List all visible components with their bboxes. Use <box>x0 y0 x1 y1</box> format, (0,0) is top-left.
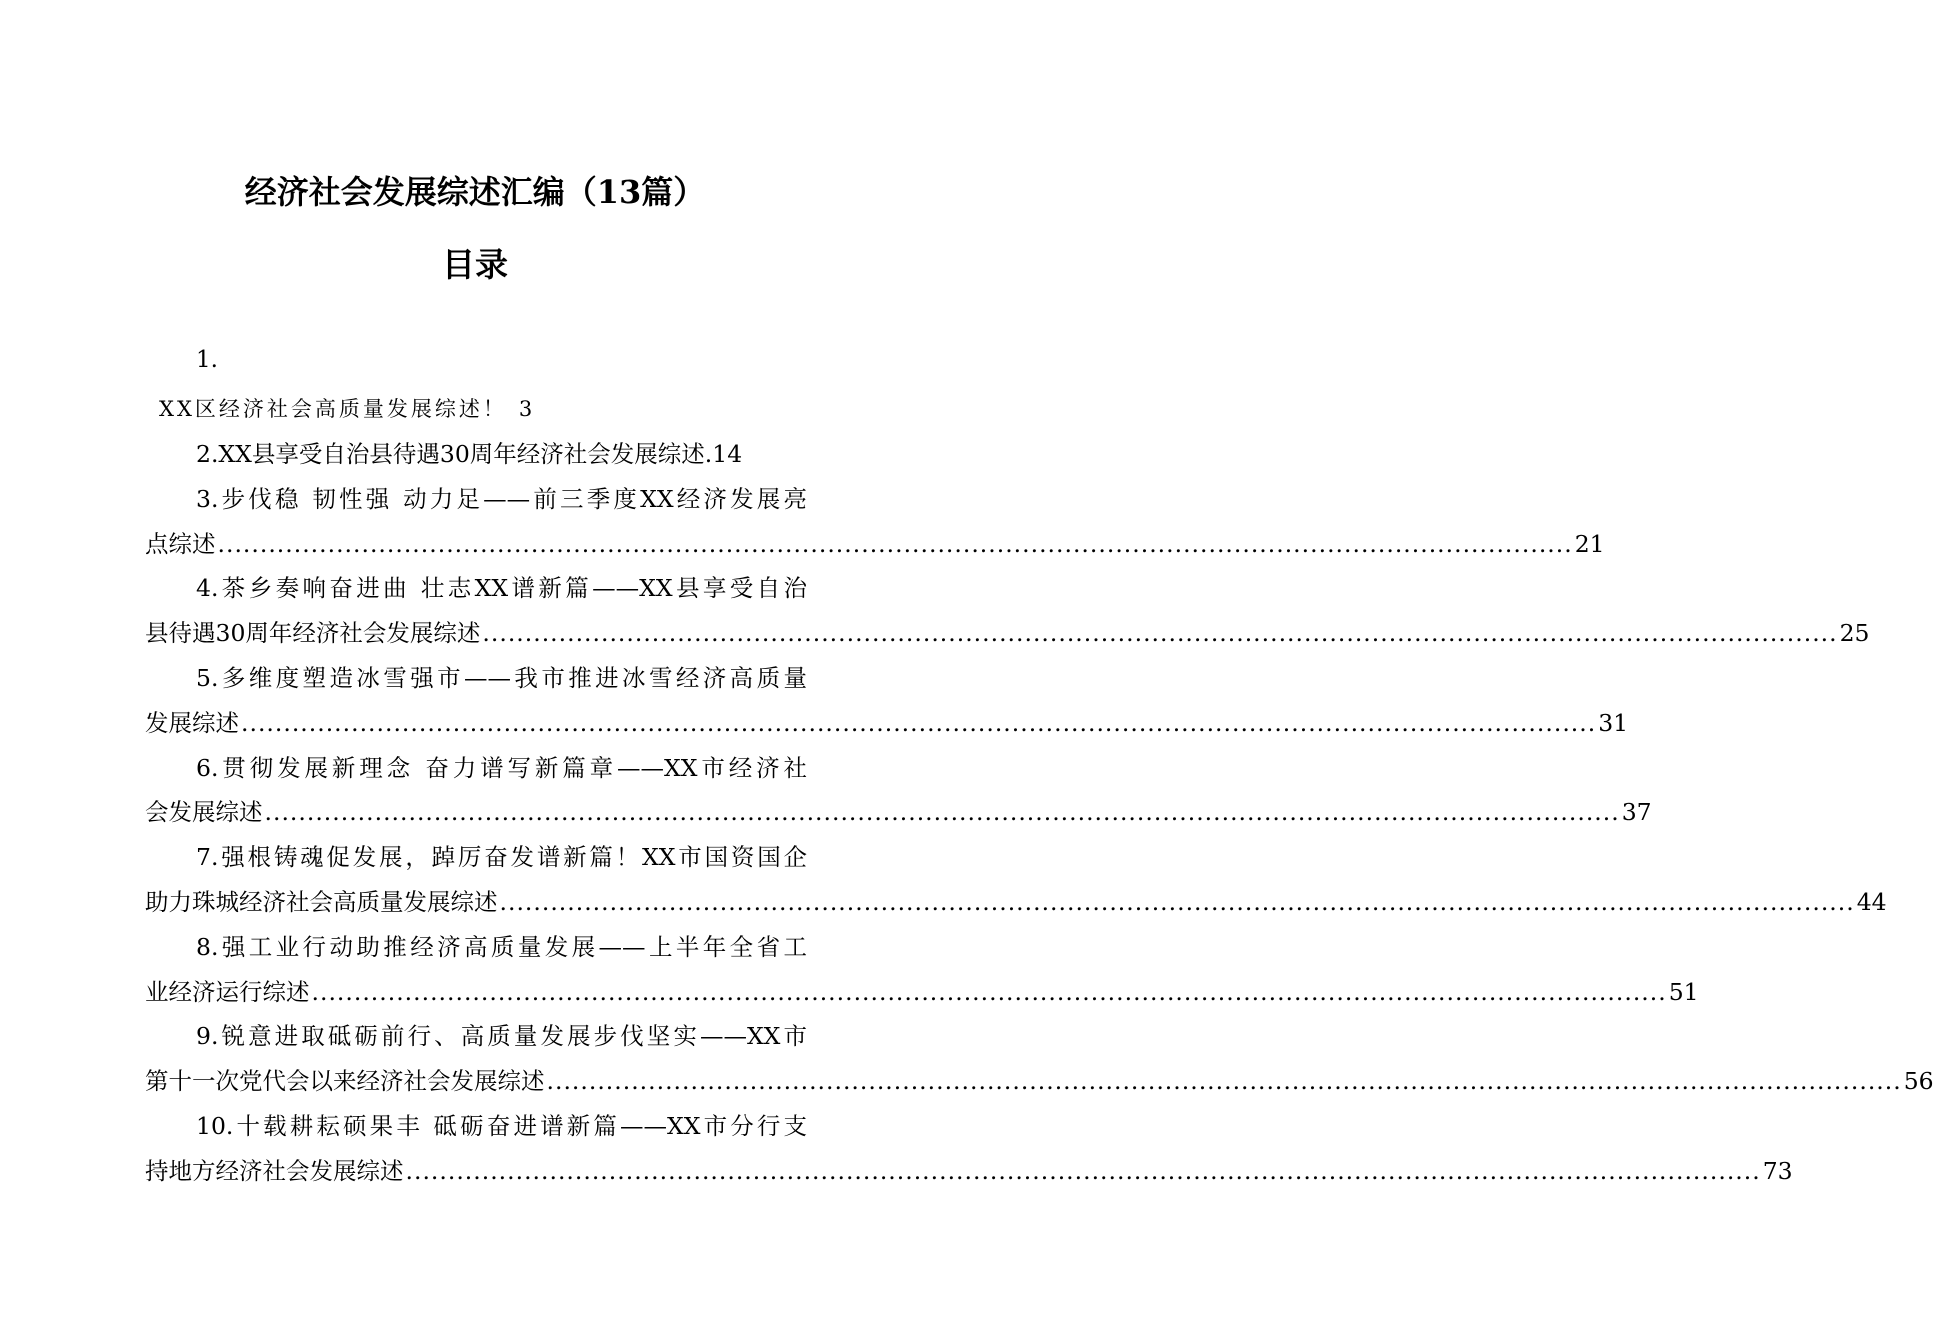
toc-entry-10[interactable] <box>145 1104 1793 1194</box>
toc-entry-6-line2: 会发展综述 <box>145 798 263 827</box>
toc-entry-1[interactable] <box>159 392 535 426</box>
toc-entry-9-line2: 第十一次党代会以来经济社会发展综述 <box>145 1067 545 1096</box>
toc-entry-3-line2: 点综述 <box>145 529 216 558</box>
toc-entry-5-line1: 5.多维度塑造冰雪强市——我市推进冰雪经济高质量 <box>196 663 807 692</box>
toc-entry-8[interactable] <box>145 925 1699 1015</box>
toc-entry-7[interactable] <box>145 835 1887 925</box>
toc-leader-dots: ................................................................................................................................................................ <box>546 1067 1902 1096</box>
toc-heading: 目录 <box>442 245 508 284</box>
toc-entry-1-text: XX区经济社会高质量发展综述！ <box>159 397 507 421</box>
toc-leader-dots: ................................................................................................................................................................ <box>264 798 1620 827</box>
document-title: 经济社会发展综述汇编（13篇） <box>244 173 706 211</box>
toc-leader-dots: ................................................................................................................................................................ <box>311 977 1667 1006</box>
toc-entry-10-line2: 持地方经济社会发展综述 <box>145 1156 404 1185</box>
toc-entry-4[interactable] <box>145 566 1870 656</box>
toc-entry-1-page: 3 <box>518 397 536 421</box>
toc-entry-8-line2: 业经济运行综述 <box>145 977 310 1006</box>
toc-leader-dots: ................................................................................................................................................................ <box>405 1156 1761 1185</box>
toc-leader-dots: ................................................................................................................................................................ <box>217 529 1573 558</box>
toc-leader-dots: ................................................................................................................................................................ <box>241 708 1597 737</box>
toc-entry-3[interactable] <box>145 477 1605 567</box>
toc-entry-5[interactable] <box>145 656 1629 746</box>
toc-entry-10-line1: 10.十载耕耘硕果丰 砥砺奋进谱新篇——XX市分行支 <box>196 1111 807 1140</box>
toc-entry-5-line2: 发展综述 <box>145 708 239 737</box>
toc-leader-dots: ................................................................................................................................................................ <box>499 887 1855 916</box>
toc-entry-8-page: 51 <box>1668 977 1699 1006</box>
toc-entry-10-page: 73 <box>1762 1156 1793 1185</box>
toc-entry-9-page: 56 <box>1903 1067 1934 1096</box>
toc-entry-5-page: 31 <box>1598 708 1629 737</box>
toc-entry-3-line1: 3.步伐稳 韧性强 动力足——前三季度XX经济发展亮 <box>196 484 807 513</box>
toc-entry-9[interactable] <box>145 1014 1934 1104</box>
toc-entry-8-line1: 8.强工业行动助推经济高质量发展——上半年全省工 <box>196 932 807 961</box>
toc-entry-4-line1: 4.茶乡奏响奋进曲 壮志XX谱新篇——XX县享受自治 <box>196 574 807 603</box>
toc-leader-dots: ................................................................................................................................................................ <box>482 619 1838 648</box>
toc-entry-2-text: 2.XX县享受自治县待遇30周年经济社会发展综述. <box>196 440 713 468</box>
toc-entry-1-number: 1. <box>196 347 218 373</box>
toc-entry-2-page: 14 <box>712 440 743 468</box>
toc-entry-6-page: 37 <box>1621 798 1652 827</box>
toc-entry-6[interactable] <box>145 746 1652 836</box>
toc-entry-4-page: 25 <box>1839 619 1870 648</box>
toc-entry-6-line1: 6.贯彻发展新理念 奋力谱写新篇章——XX市经济社 <box>196 753 807 782</box>
toc-entry-7-line2: 助力珠城经济社会高质量发展综述 <box>145 887 498 916</box>
toc-entry-7-line1: 7.强根铸魂促发展，踔厉奋发谱新篇！XX市国资国企 <box>196 843 807 872</box>
toc-entry-9-line1: 9.锐意进取砥砺前行、高质量发展步伐坚实——XX市 <box>196 1022 807 1051</box>
toc-entry-3-page: 21 <box>1574 529 1605 558</box>
toc-entry-2[interactable] <box>145 432 807 477</box>
toc-entry-4-line2: 县待遇30周年经济社会发展综述 <box>145 619 481 648</box>
toc-entry-7-page: 44 <box>1856 887 1887 916</box>
